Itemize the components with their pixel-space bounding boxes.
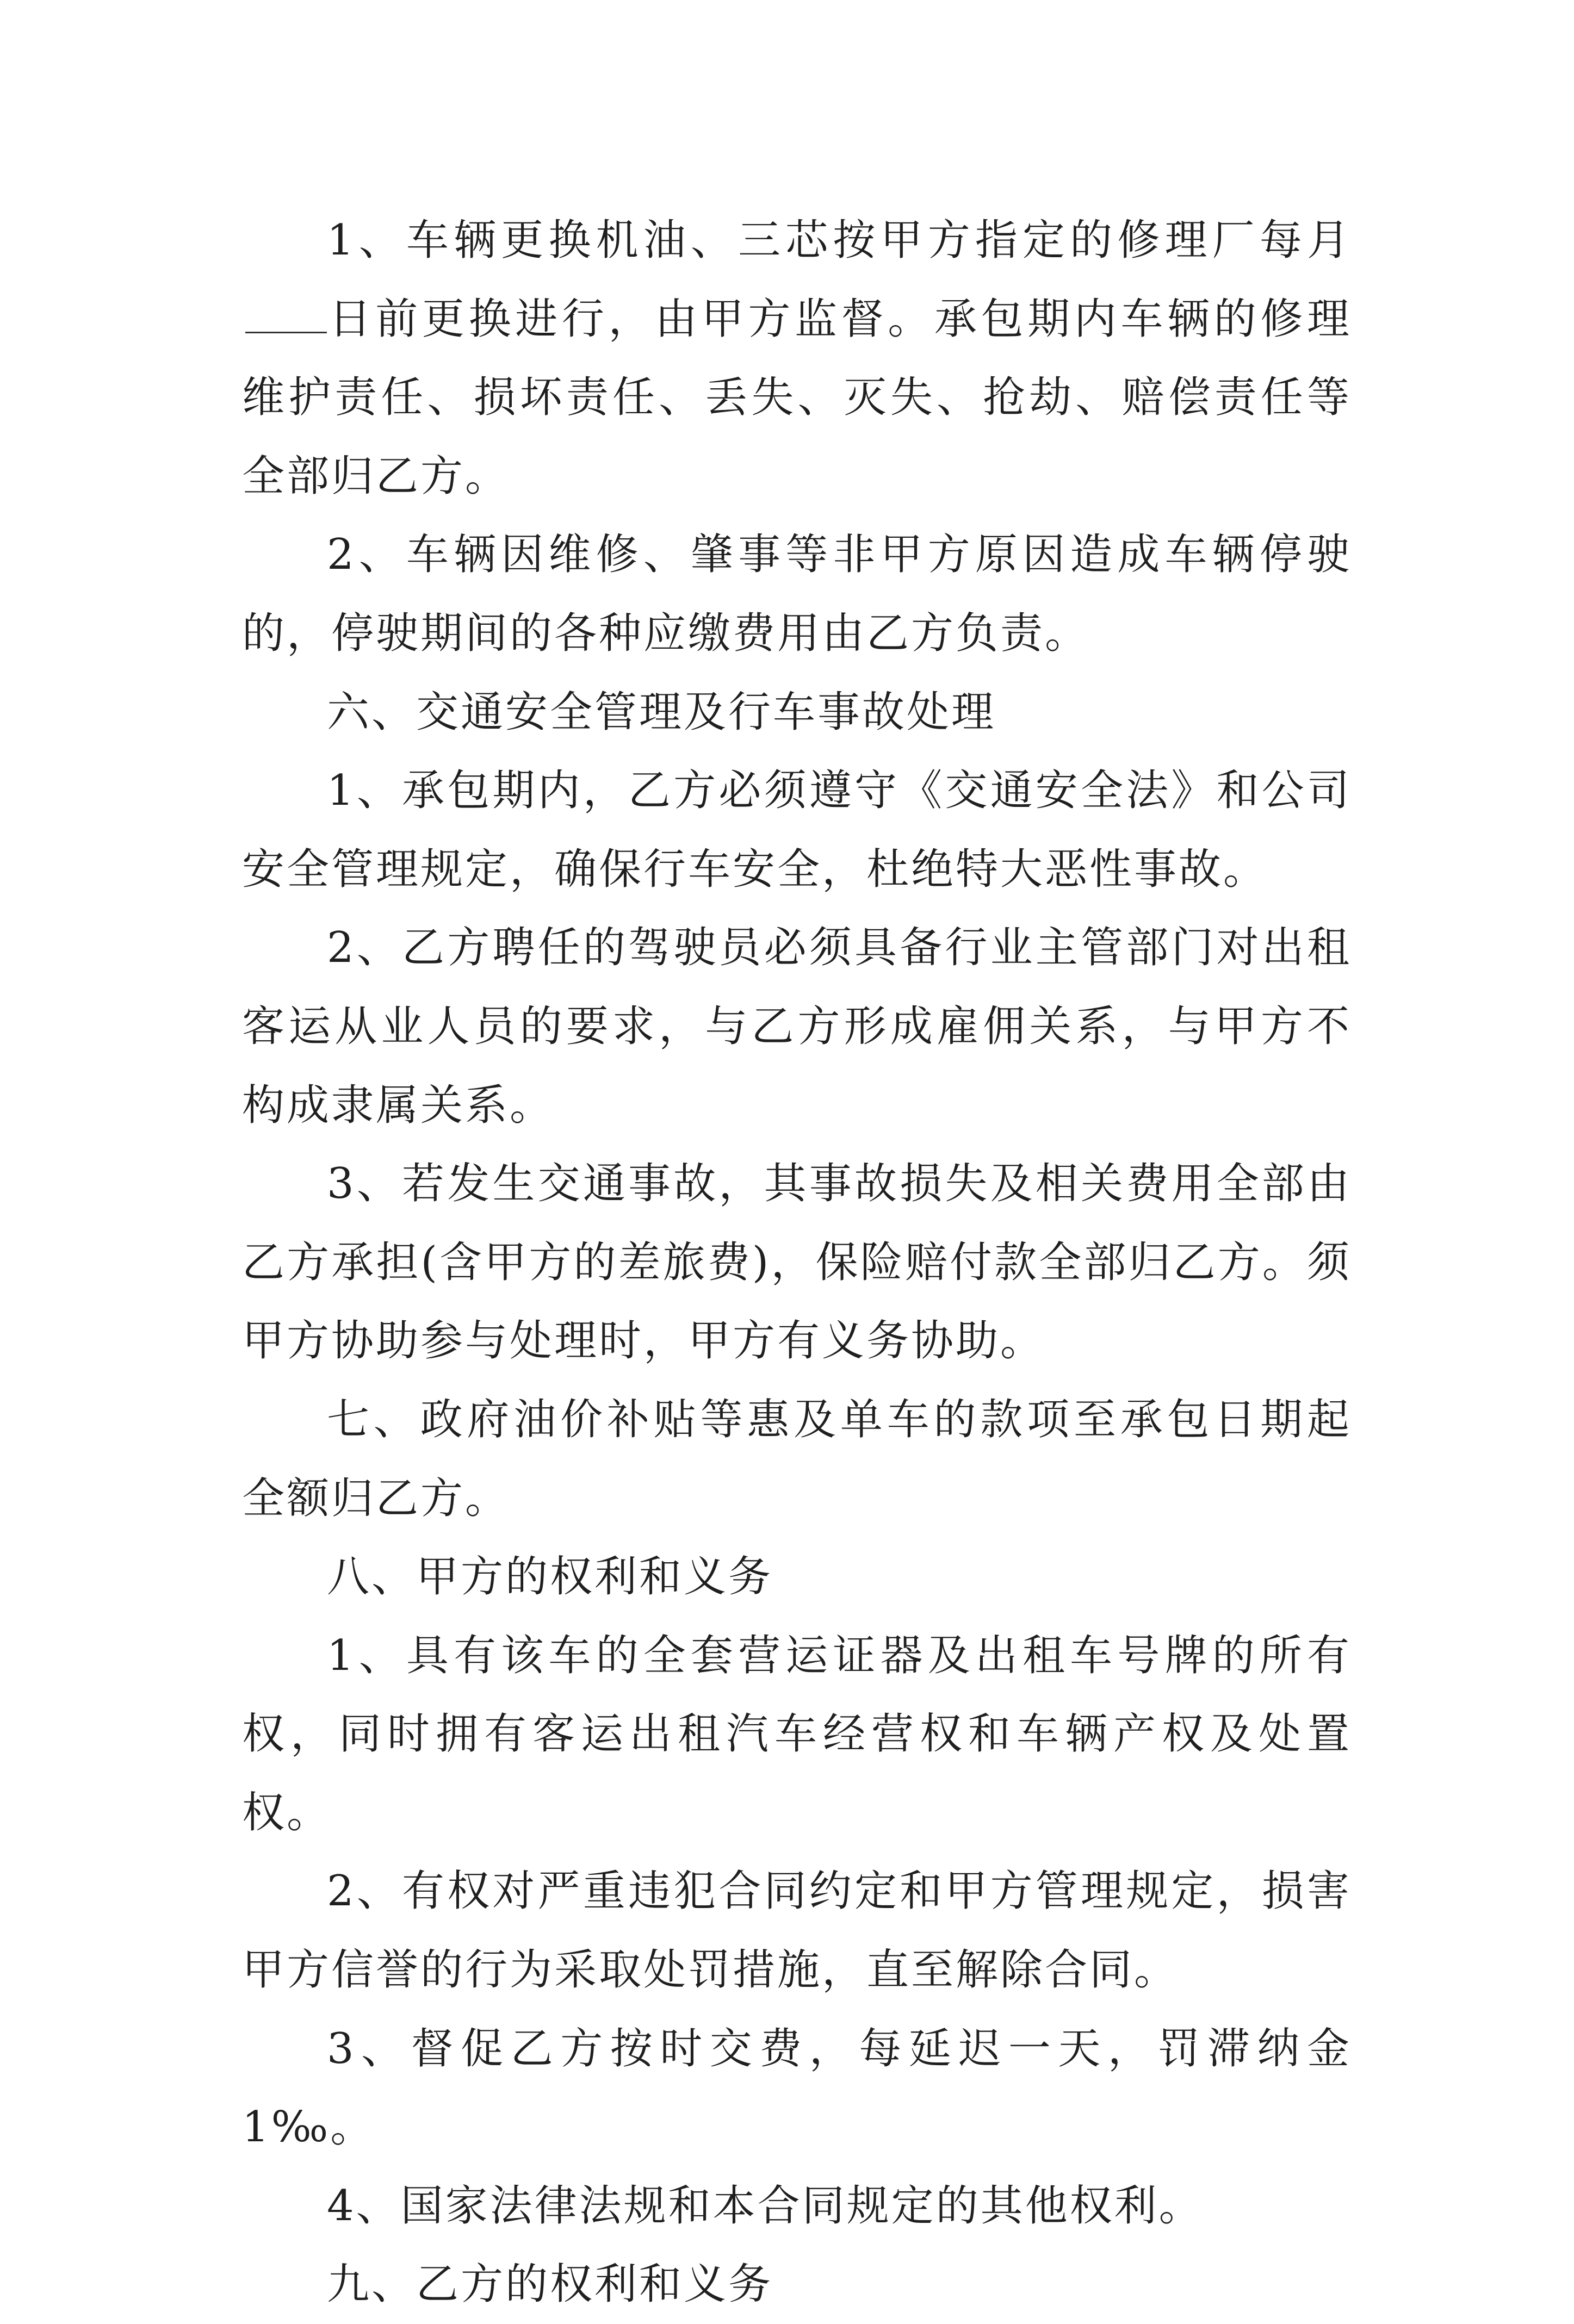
section-heading-8: 八、甲方的权利和义务 <box>327 1552 773 1602</box>
paragraph-4: 1、承包期内，乙方必须遵守《交通安全法》和公司安全管理规定，确保行车安全，杜绝特大恶性事故。 <box>242 766 1352 894</box>
paragraph-5: 2、乙方聘任的驾驶员必须具备行业主管部门对出租客运从业人员的要求，与乙方形成雇佣关系，与甲方不构成隶属关系。 <box>242 923 1352 1130</box>
paragraph-9: 1、具有该车的全套营运证器及出租车号牌的所有权，同时拥有客运出租汽车经营权和车辆产权及处置权。 <box>242 1631 1352 1837</box>
paragraph-12: 4、国家法律法规和本合同规定的其他权利。 <box>327 2181 1204 2230</box>
paragraph-2: 2、车辆因维修、肇事等非甲方原因造成车辆停驶的，停驶期间的各种应缴费用由乙方负责。 <box>242 530 1352 658</box>
paragraph-11: 3、督促乙方按时交费，每延迟一天，罚滞纳金1‰。 <box>242 2024 1352 2152</box>
section-heading-7: 七、政府油价补贴等惠及单车的款项至承包日期起全额归乙方。 <box>242 1395 1352 1523</box>
paragraph-10: 2、有权对严重违犯合同约定和甲方管理规定，损害甲方信誉的行为采取处罚措施，直至解除合同。 <box>242 1867 1352 1995</box>
paragraph-6: 3、若发生交通事故，其事故损失及相关费用全部由乙方承担(含甲方的差旅费)，保险赔付款全部归乙方。须甲方协助参与处理时，甲方有义务协助。 <box>242 1159 1352 1366</box>
paragraph-1 <box>242 201 1352 515</box>
section-heading-9: 九、乙方的权利和义务 <box>327 2260 773 2309</box>
paragraph-1-text-before-blank: 1、车辆更换机油、三芯按甲方指定的修理厂每月 <box>327 216 1352 265</box>
section-heading-6: 六、交通安全管理及行车事故处理 <box>327 687 996 737</box>
paragraph-1-text-after-blank: 日前更换进行，由甲方监督。承包期内车辆的修理维护责任、损坏责任、丢失、灭失、抢劫、赔偿责任等全部归乙方。 <box>242 294 1352 501</box>
document-body <box>242 201 1352 2324</box>
fill-in-blank-line <box>245 331 327 333</box>
